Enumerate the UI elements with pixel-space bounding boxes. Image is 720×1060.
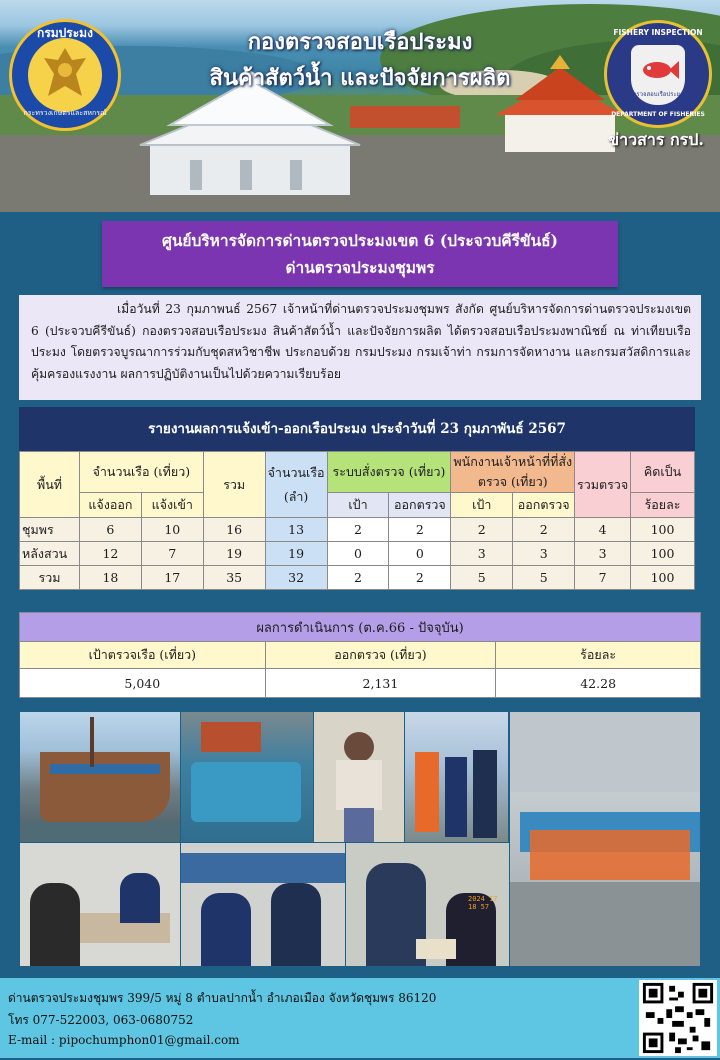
performance-title: ผลการดำเนินการ (ต.ค.66 - ปัจจุบัน) xyxy=(20,613,701,642)
cell-sys-inspected: 2 xyxy=(389,566,451,590)
perf-value-inspected: 2,131 xyxy=(265,669,496,698)
logo-bottom-text: กระทรวงเกษตรและสหกรณ์ xyxy=(23,109,107,117)
qr-pattern xyxy=(639,980,717,1056)
header-officer-inspected: ออกตรวจ xyxy=(513,493,575,518)
cell-boats: 32 xyxy=(265,566,327,590)
cell-in: 10 xyxy=(141,518,203,542)
header-officer-target: เป้า xyxy=(451,493,513,518)
cell-sys-inspected: 0 xyxy=(389,542,451,566)
table-row-total xyxy=(20,566,695,590)
cell-total: 16 xyxy=(203,518,265,542)
header-trips: จำนวนเรือ (เที่ยว) xyxy=(79,452,203,493)
header-banner xyxy=(0,0,720,212)
banner-line1: ศูนย์บริหารจัดการด่านตรวจประมงเขต 6 (ประจวบคีรีขันธ์) xyxy=(162,231,558,250)
header-title-line1: กองตรวจสอบเรือประมง xyxy=(247,29,473,55)
header-total-inspected: รวมตรวจ xyxy=(575,452,631,518)
header-notify-out: แจ้งออก xyxy=(79,493,141,518)
cell-area: ชุมพร xyxy=(20,518,80,542)
cell-boats: 13 xyxy=(265,518,327,542)
photo-paperwork xyxy=(181,843,345,966)
footer xyxy=(0,978,720,1058)
photo-boat-deck xyxy=(181,712,313,842)
cell-total-inspected: 7 xyxy=(575,566,631,590)
building-roof xyxy=(350,106,460,128)
table-row xyxy=(20,542,695,566)
logo-bottom-text: DEPARTMENT OF FISHERIES xyxy=(611,111,705,118)
photo-group-briefing xyxy=(510,712,700,966)
photo-officers-dock xyxy=(405,712,508,842)
unit-banner xyxy=(102,221,618,287)
cell-total: 19 xyxy=(203,542,265,566)
cell-off-inspected: 3 xyxy=(513,542,575,566)
cell-out: 6 xyxy=(79,518,141,542)
header-percent-line1: คิดเป็น xyxy=(631,452,695,493)
header-system-inspected: ออกตรวจ xyxy=(389,493,451,518)
header-officer: พนักงานเจ้าหน้าที่ที่สั่ง ตรวจ (เที่ยว) xyxy=(451,452,575,493)
cell-percent: 100 xyxy=(631,542,695,566)
cell-in: 17 xyxy=(141,566,203,590)
table-row xyxy=(20,518,695,542)
cell-out: 12 xyxy=(79,542,141,566)
cell-boats: 19 xyxy=(265,542,327,566)
logo-center-text: ตรวจสอบเรือประมง xyxy=(632,91,684,98)
cell-percent: 100 xyxy=(631,518,695,542)
photo-officer-document xyxy=(314,712,404,842)
cell-sys-target: 0 xyxy=(327,542,389,566)
intro-paragraph: เมื่อวันที่ 23 กุมภาพนธ์ 2567 เจ้าหน้าที่ด่านตรวจประมงชุมพร สังกัด ศูนย์บริหารจัดการด่านตรวจประมงเขต 6 (ประจวบคีรีขันธ์) กองตรวจสอบเรือประมง สินค้าสัตว์น้ำ และปัจจัยการผลิต ได้ตรวจสอบเรือประมงพาณิชย์ ณ ท่าเทียบเรือประมง โดยตรวจบูรณาการร่วมกับชุดสหวิชาชีพ ประกอบด้วย กรมประมง กรมเจ้าท่า กรมการจัดหางาน และกรมสวัสดิการและคุ้มครองแรงงาน ผลการปฏิบัติงานเป็นไปด้วยความเรียบร้อย xyxy=(19,295,701,400)
photo-document-check xyxy=(346,843,509,966)
header-system-target: เป้า xyxy=(327,493,389,518)
cell-total: 35 xyxy=(203,566,265,590)
header-system: ระบบสั่งตรวจ (เที่ยว) xyxy=(327,452,451,493)
cell-percent: 100 xyxy=(631,566,695,590)
cell-area: รวม xyxy=(20,566,80,590)
cell-off-inspected: 5 xyxy=(513,566,575,590)
report-table-title: รายงานผลการแจ้งเข้า-ออกเรือประมง ประจำวันที่ 23 กุมภาพันธ์ 2567 xyxy=(19,407,695,451)
header-title-line2: สินค้าสัตว์น้ำ และปัจจัยการผลิต xyxy=(209,65,511,91)
cell-off-target: 5 xyxy=(451,566,513,590)
qr-code-icon[interactable] xyxy=(639,980,717,1056)
cell-total-inspected: 4 xyxy=(575,518,631,542)
performance-table xyxy=(19,612,701,698)
perf-header-target: เป้าตรวจเรือ (เที่ยว) xyxy=(20,642,266,669)
photo-timestamp: 2024 17 18 57 xyxy=(468,895,498,911)
cell-out: 18 xyxy=(79,566,141,590)
footer-phone: โทร 077-522003, 063-0680752 xyxy=(8,1013,194,1027)
logo-top-text: FISHERY INSPECTION xyxy=(613,28,703,37)
cell-total-inspected: 3 xyxy=(575,542,631,566)
logo-top-text: กรมประมง xyxy=(37,26,93,40)
footer-email: E-mail : pipochumphon01@gmail.com xyxy=(8,1033,240,1047)
cell-off-target: 3 xyxy=(451,542,513,566)
perf-value-percent: 42.28 xyxy=(496,669,701,698)
news-label: ข่าวสาร กรป. xyxy=(608,130,704,149)
cell-off-target: 2 xyxy=(451,518,513,542)
cell-in: 7 xyxy=(141,542,203,566)
photo-officers-desk xyxy=(20,843,180,966)
header-boats: จำนวนเรือ (ลำ) xyxy=(265,452,327,518)
perf-value-target: 5,040 xyxy=(20,669,266,698)
header-percent-line2: ร้อยละ xyxy=(631,493,695,518)
footer-address: ด่านตรวจประมงชุมพร 399/5 หมู่ 8 ตำบลปากน้ำ อำเภอเมือง จังหวัดชุมพร 86120 xyxy=(8,991,437,1005)
header-total: รวม xyxy=(203,452,265,518)
cell-area: หลังสวน xyxy=(20,542,80,566)
banner-line2: ด่านตรวจประมงชุมพร xyxy=(285,258,435,277)
cell-sys-inspected: 2 xyxy=(389,518,451,542)
perf-header-percent: ร้อยละ xyxy=(496,642,701,669)
header-area: พื้นที่ xyxy=(20,452,80,518)
photo-fishing-boat xyxy=(20,712,180,842)
report-table xyxy=(19,451,695,590)
cell-sys-target: 2 xyxy=(327,566,389,590)
cell-sys-target: 2 xyxy=(327,518,389,542)
perf-header-inspected: ออกตรวจ (เที่ยว) xyxy=(265,642,496,669)
cell-off-inspected: 2 xyxy=(513,518,575,542)
header-notify-in: แจ้งเข้า xyxy=(141,493,203,518)
